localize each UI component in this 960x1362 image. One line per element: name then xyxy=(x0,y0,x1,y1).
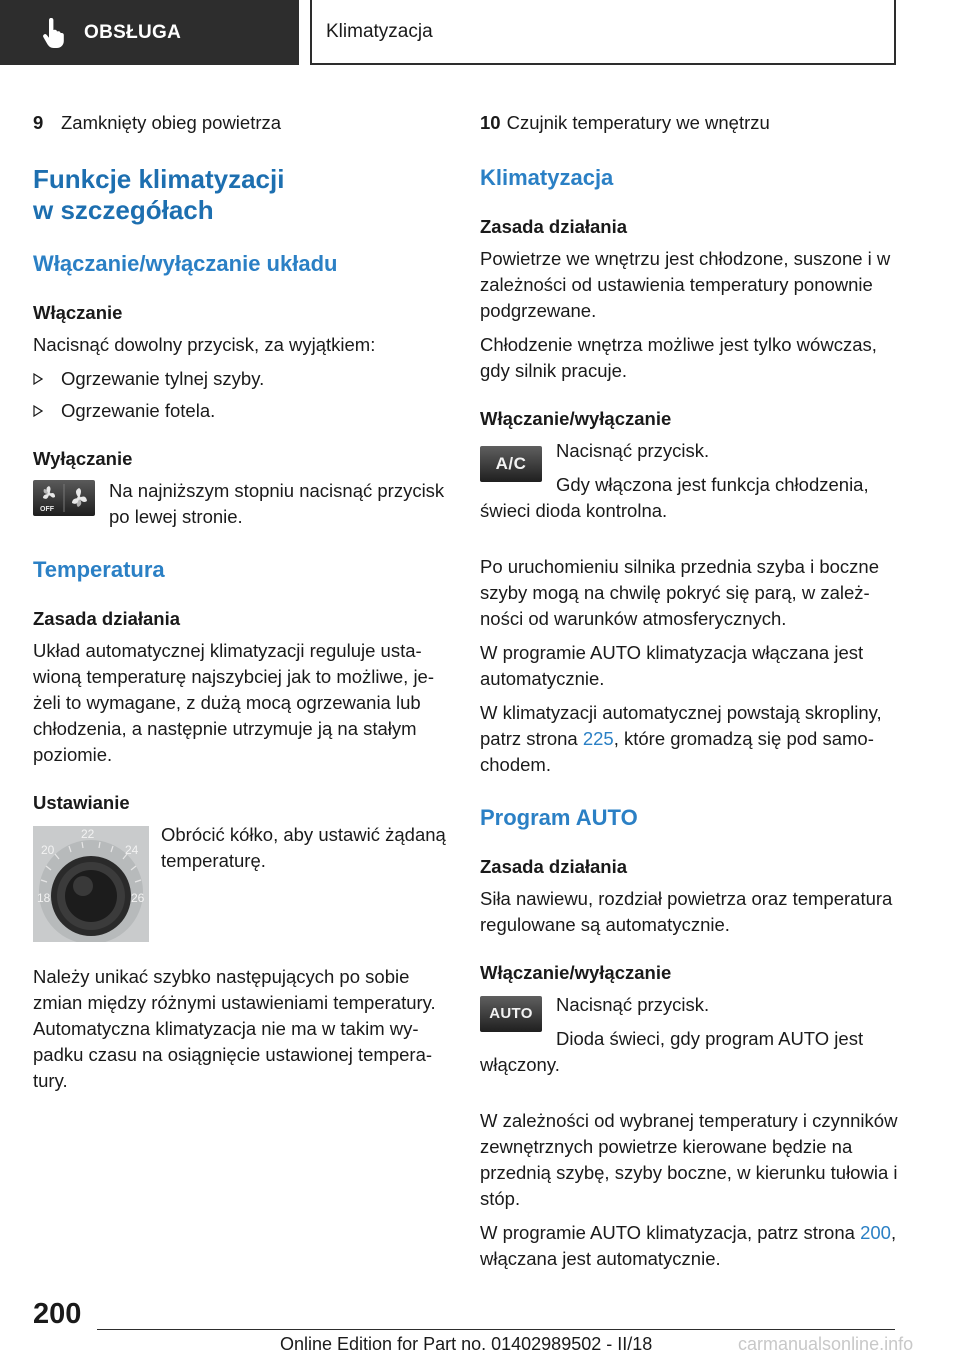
list-item xyxy=(33,398,451,424)
off-text: Na najniższym stopniu nacisnąć przycisk po lewej stronie. xyxy=(109,480,445,527)
triangle-bullet-icon xyxy=(33,405,43,417)
legend-item-10 xyxy=(480,110,898,136)
footer-divider xyxy=(97,1329,895,1330)
ac-onoff-heading: Włączanie/wyłączanie xyxy=(480,408,672,429)
temperature-principle-text: Układ automatycznej klimatyzacji reguluje ustawioną temperaturę najszybciej jak to możliwe, jeżeli to wymagane, z dużą mocą ogrzewania lub chłodzenia, a następnie utrzymuje ją na stałym poziomie. xyxy=(33,640,435,765)
footer-edition: Online Edition for Part no. 01402989502 - II/18 xyxy=(280,1334,653,1354)
off-label: OFF xyxy=(40,506,54,513)
auto-instruction xyxy=(480,992,898,1086)
setting-instruction xyxy=(33,822,451,942)
knob-label-24: 24 xyxy=(125,843,139,857)
page-link-225[interactable]: 225 xyxy=(582,728,614,749)
header-title-box xyxy=(310,0,896,65)
ac-note-1: Po uruchomieniu silnika przednia szyba i boczne szyby mogą na chwilę pokryć się parą, w zależności od warunków atmosferycznych. xyxy=(480,556,879,629)
section-title-line-1: Funkcje klimatyzacji xyxy=(33,164,285,194)
legend-item-9 xyxy=(33,110,451,136)
knob-label-20: 20 xyxy=(41,843,55,857)
ac-instruction xyxy=(480,438,898,532)
section-title xyxy=(33,164,451,226)
left-column xyxy=(33,110,451,1102)
right-column xyxy=(480,110,898,1280)
list-item xyxy=(33,366,451,392)
watermark: carmanualsonline.info xyxy=(738,1334,914,1354)
auto-led-text: Dioda świeci, gdy program AUTO jest włączony. xyxy=(480,1028,864,1075)
temperature-knob-image xyxy=(33,826,149,942)
auto-principle-heading: Zasada działania xyxy=(480,856,628,877)
off-fan-button-image xyxy=(33,480,95,516)
page-link-200[interactable]: 200 xyxy=(860,1222,891,1243)
auto-button-image: AUTO xyxy=(480,996,542,1032)
ac-note-3: W klimatyzacji automatycznej powstają skropliny, patrz strona 225, które gromadzą się pod samochodem. xyxy=(480,702,882,775)
on-text: Nacisnąć dowolny przycisk, za wyjątkiem: xyxy=(33,334,376,355)
temperature-principle-heading: Zasada działania xyxy=(33,608,181,629)
legend-text: Zamknięty obieg powietrza xyxy=(61,112,282,133)
auto-press-text: Nacisnąć przycisk. xyxy=(556,994,710,1015)
auto-note-1: W zależności od wybranej temperatury i czynników zewnętrznych powietrze kierowane będzie na przednią szybę, szyby boczne, w kierunku tułowia i stóp. xyxy=(480,1110,898,1209)
section-title-line-2: w szczegółach xyxy=(33,195,214,225)
setting-note: Należy unikać szybko następujących po sobie zmian między różnymi ustawieniami temperatury. Automatyczna klimatyzacja nie ma w takim wypadku czasu na osiągnięcie ustawionej temperatury. xyxy=(33,966,436,1091)
hand-pointer-icon xyxy=(40,18,66,48)
ac-led-text: Gdy włączona jest funkcja chłodzenia, świeci dioda kontrolna. xyxy=(480,474,869,521)
on-heading: Włączanie xyxy=(33,302,123,323)
exception-rear-window: Ogrzewanie tylnej szyby. xyxy=(61,368,265,389)
knob-label-22: 22 xyxy=(81,827,95,841)
legend-number: 9 xyxy=(33,112,44,133)
ac-title: Klimatyzacja xyxy=(480,165,614,190)
ac-note-2: W programie AUTO klimatyzacja włączana jest automatycznie. xyxy=(480,642,864,689)
triangle-bullet-icon xyxy=(33,373,43,385)
off-instruction xyxy=(33,478,451,530)
auto-program-title: Program AUTO xyxy=(480,805,638,830)
auto-onoff-heading: Włączanie/wyłączanie xyxy=(480,962,672,983)
header-tab-label: OBSŁUGA xyxy=(84,21,182,43)
page-number: 200 xyxy=(33,1298,82,1330)
ac-button-image: A/C xyxy=(480,446,542,482)
header-title: Klimatyzacja xyxy=(326,20,433,42)
ac-principle-p1: Powietrze we wnętrzu jest chłodzone, suszone i w zależności od ustawienia temperatury ponownie podgrzewane. xyxy=(480,248,891,321)
ac-press-text: Nacisnąć przycisk. xyxy=(556,440,710,461)
setting-text: Obrócić kółko, aby ustawić żądaną temperaturę. xyxy=(161,824,446,871)
auto-principle-text: Siła nawiewu, rozdział powietrza oraz temperatura regulowane są automatycznie. xyxy=(480,888,893,935)
off-heading: Wyłączanie xyxy=(33,448,133,469)
legend-text: Czujnik temperatury we wnętrzu xyxy=(506,112,770,133)
auto-note-2: W programie AUTO klimatyzacja, patrz strona 200, włączana jest automatycznie. xyxy=(480,1222,897,1269)
exception-seat-heating: Ogrzewanie fotela. xyxy=(61,400,216,421)
exceptions-list xyxy=(33,366,451,424)
ac-principle-heading: Zasada działania xyxy=(480,216,628,237)
legend-number: 10 xyxy=(480,112,501,133)
header-tab xyxy=(0,0,299,65)
knob-label-26: 26 xyxy=(131,891,145,905)
on-off-system-title: Włączanie/wyłączanie układu xyxy=(33,251,338,276)
ac-principle-p2: Chłodzenie wnętrza możliwe jest tylko wówczas, gdy silnik pracuje. xyxy=(480,334,877,381)
setting-heading: Ustawianie xyxy=(33,792,130,813)
knob-label-18: 18 xyxy=(37,891,51,905)
temperature-title: Temperatura xyxy=(33,557,165,582)
fan-off-icon xyxy=(33,480,95,516)
